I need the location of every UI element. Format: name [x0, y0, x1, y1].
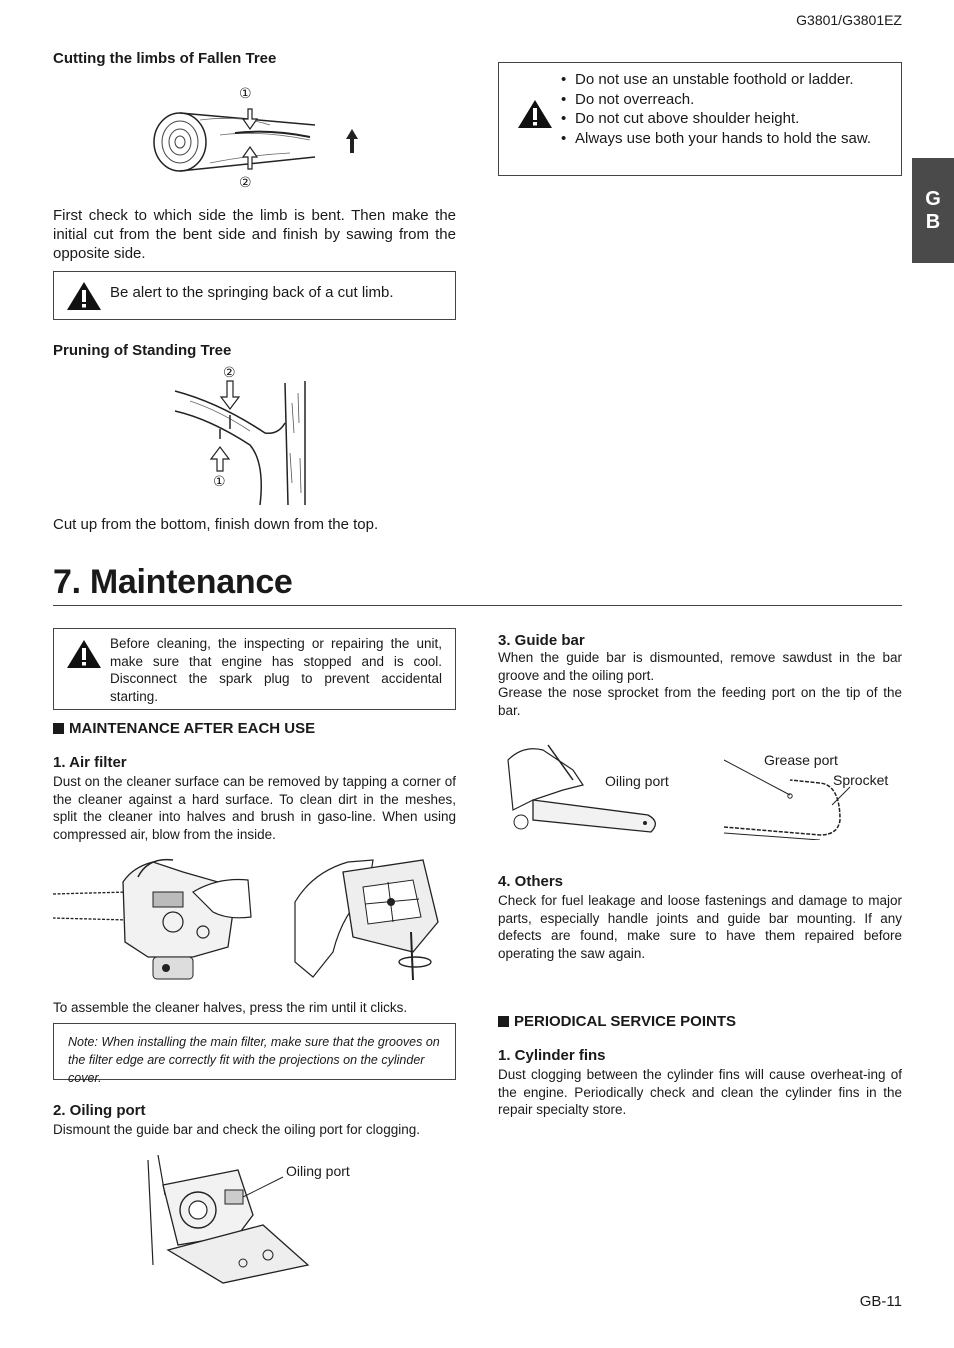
guide-bar-oiling-label: Oiling port: [605, 773, 669, 789]
guide-bar-text-1: When the guide bar is dismounted, remove sawdust in the bar groove and the oiling port.: [498, 650, 902, 683]
pruning-heading: Pruning of Standing Tree: [53, 342, 232, 359]
air-filter-heading: 1. Air filter: [53, 754, 127, 771]
fallen-fig-label-1: ①: [239, 85, 252, 101]
after-use-heading: [53, 720, 315, 737]
note-box: [53, 1023, 456, 1085]
periodical-heading: [498, 1013, 736, 1030]
grease-port-label: Grease port: [764, 752, 838, 768]
after-use-heading-text: MAINTENANCE AFTER EACH USE: [69, 720, 316, 737]
maintenance-warning-text: Before cleaning, the inspecting or repairing the unit, make sure that engine has stopped and is cool. Disconnect the spark plug to prevent accidental starting.: [110, 636, 442, 704]
periodical-heading-text: PERIODICAL SERVICE POINTS: [514, 1013, 736, 1030]
chainsaw-figure: [53, 852, 253, 987]
square-bullet-icon: [498, 1016, 509, 1027]
list-item: • Always use both your hands to hold the saw.: [561, 129, 887, 149]
fallen-warning-text: Be alert to the springing back of a cut limb.: [110, 284, 394, 301]
filter-cleaning-figure: [293, 852, 443, 987]
warning-icon: [66, 281, 102, 311]
list-item: • Do not cut above shoulder height.: [561, 109, 887, 129]
pruning-illustration: [170, 363, 315, 508]
list-item: • Do not use an unstable foothold or ladder.: [561, 70, 887, 90]
warning-icon: [66, 639, 102, 669]
guide-bar-text-2: Grease the nose sprocket from the feeding port on the tip of the bar.: [498, 685, 902, 718]
fallen-tree-figure: [150, 85, 365, 195]
others-text: Check for fuel leakage and loose fastenings and damage to major parts, especially handle joints and guide bar mounting. If any defects are found, make sure to have them repaired before operating the saw again.: [498, 893, 902, 961]
chainsaw-illustration: [53, 852, 253, 987]
warning-icon: [517, 99, 553, 129]
section-title: 7. Maintenance: [53, 563, 293, 601]
air-filter-text: Dust on the cleaner surface can be removed by tapping a corner of the cleaner against a hard surface. To clean dirt in the meshes, split the cleaner into halves and brush in gaso-line. When using compressed air, blow from the inside.: [53, 774, 456, 842]
others-heading: 4. Others: [498, 873, 564, 890]
guide-bar-oiling-illustration: [503, 740, 678, 840]
assemble-text: To assemble the cleaner halves, press the rim until it clicks.: [53, 1000, 408, 1015]
maintenance-warning-box: [53, 628, 456, 710]
model-number: G3801/G3801EZ: [796, 12, 902, 28]
guide-bar-grease-figure: [720, 745, 905, 840]
oiling-port-figure: [143, 1155, 368, 1285]
pruning-figure: [170, 363, 315, 508]
list-item: • Do not overreach.: [561, 90, 887, 110]
pruning-fig-label-2: ②: [223, 364, 236, 380]
fallen-tree-text: First check to which side the limb is bent. Then make the initial cut from the bent side and finish by sawing from the opposite side.: [53, 207, 456, 262]
oiling-port-heading: 2. Oiling port: [53, 1102, 146, 1119]
language-tab-letter-1: G: [925, 187, 941, 210]
safety-warning-box: [498, 62, 902, 176]
title-divider: [53, 605, 902, 606]
square-bullet-icon: [53, 723, 64, 734]
cylinder-fins-text: Dust clogging between the cylinder fins will cause overheat-ing of the engine. Periodically check and clean the cylinder fins in the repair specialty store.: [498, 1067, 902, 1117]
pruning-text: Cut up from the bottom, finish down from the top.: [53, 516, 379, 533]
fallen-fig-label-2: ②: [239, 174, 252, 190]
fallen-tree-illustration: [150, 85, 365, 195]
guide-bar-heading: 3. Guide bar: [498, 632, 585, 649]
note-text: Note: When installing the main filter, make sure that the grooves on the filter edge are correctly fit with the projections on the cylinder cover.: [68, 1035, 440, 1085]
oiling-port-text: Dismount the guide bar and check the oiling port for clogging.: [53, 1122, 420, 1137]
filter-cleaning-illustration: [293, 852, 443, 987]
pruning-fig-label-1: ①: [213, 473, 226, 489]
fallen-warning-box: [53, 271, 456, 320]
cylinder-fins-heading: 1. Cylinder fins: [498, 1047, 606, 1064]
guide-bar-oiling-figure: [503, 740, 678, 840]
safety-warning-list: [561, 70, 887, 148]
sprocket-label: Sprocket: [833, 772, 889, 788]
page-number: GB-11: [859, 1293, 902, 1310]
oiling-port-label: Oiling port: [286, 1163, 350, 1179]
language-tab: [912, 158, 954, 263]
fallen-tree-heading: Cutting the limbs of Fallen Tree: [53, 50, 277, 67]
language-tab-letter-2: B: [925, 210, 941, 233]
